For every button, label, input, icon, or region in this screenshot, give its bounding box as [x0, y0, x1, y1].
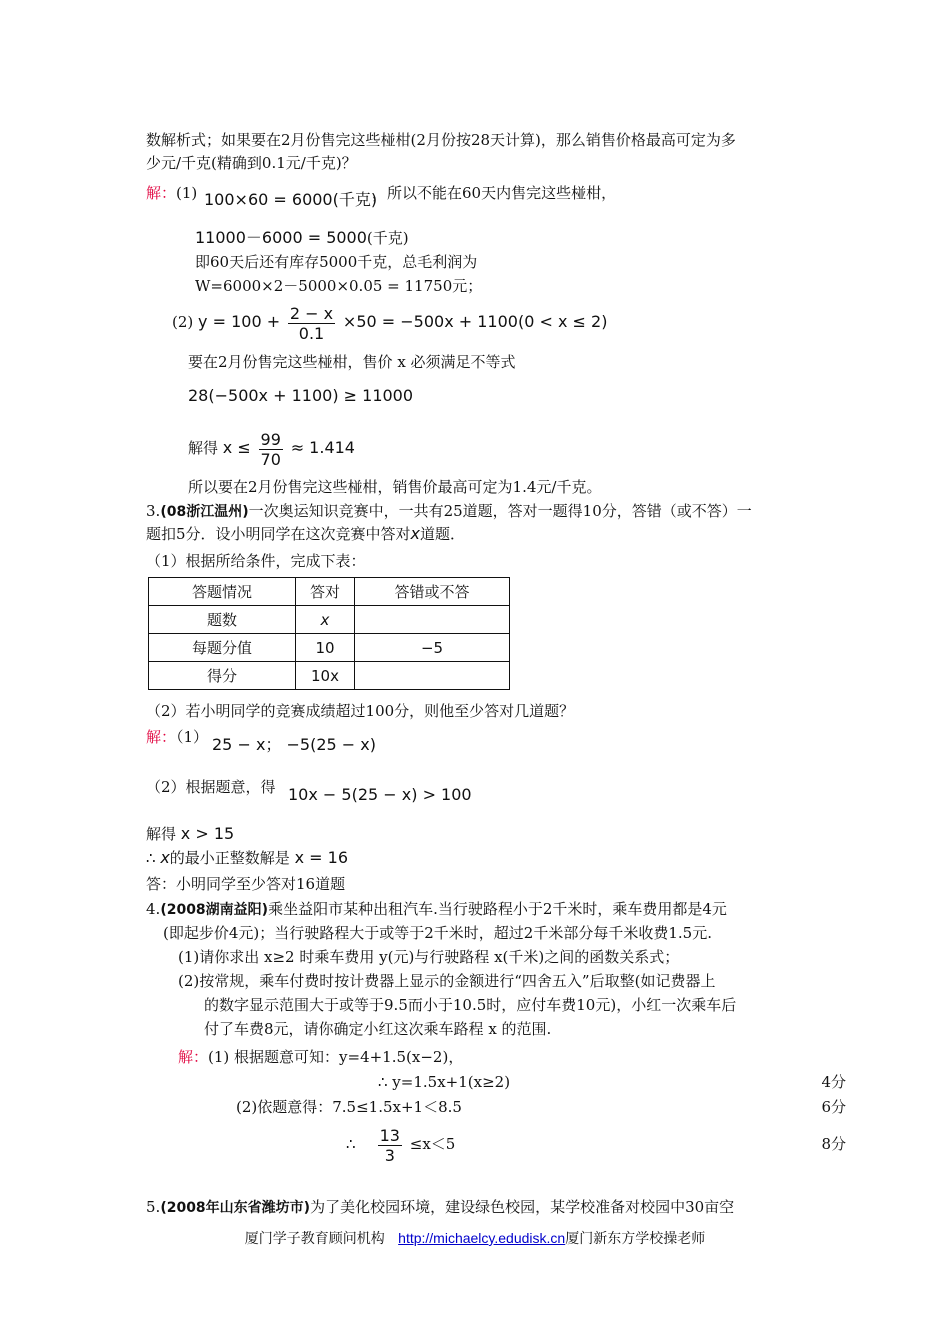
text-line: 所以要在2月份售完这些椪柑，销售价最高可定为1.4元/千克。	[188, 478, 602, 496]
formula-line	[172, 300, 607, 344]
text-line: 答：小明同学至少答对16道题	[146, 875, 346, 893]
text-line: 少元/千克(精确到0.1元/千克)？	[146, 154, 357, 172]
denominator: 70	[260, 449, 281, 469]
text-line: 数解析式；如果要在2月份售完这些椪柑(2月份按28天计算)，那么销售价格最高可定为多	[146, 131, 736, 149]
table-cell	[355, 662, 510, 690]
text-line	[146, 824, 234, 844]
formula-line	[346, 1122, 455, 1166]
question-source: (08浙江温州)	[160, 504, 249, 520]
solution-line: ∴ y=1.5x+1(x≥2)	[378, 1073, 511, 1091]
unit-text: (千克)	[366, 229, 409, 247]
text-line: W=6000×2－5000×0.05 = 11750元；	[195, 277, 483, 295]
sub-question: 付了车费8元，请你确定小红这次乘车路程 x 的范围.	[204, 1020, 552, 1038]
part-label: (1)	[176, 184, 198, 202]
question-line	[146, 1197, 734, 1218]
table-header-row	[149, 578, 510, 606]
table-header: 答对	[296, 578, 355, 606]
sub-question: (2)按常规，乘车付费时按计费器上显示的金额进行“四舍五入”后取整(如记费器上	[178, 972, 716, 990]
solution-label: 解：	[178, 1048, 209, 1066]
table-cell: 题数	[149, 606, 296, 634]
question-text: 为了美化校园环境，建设绿色校园，某学校准备对校园中30亩空	[310, 1198, 735, 1216]
table-row	[149, 662, 510, 690]
solution-label: 解：	[146, 728, 177, 746]
formula-line	[188, 426, 355, 470]
math-expression: 100×60 = 6000(千克)	[204, 190, 378, 209]
question-source: (2008湖南益阳)	[160, 902, 269, 918]
part-label: (2)	[172, 313, 194, 331]
text-line: 要在2月份售完这些椪柑，售价 x 必须满足不等式	[188, 353, 516, 371]
variable: x	[410, 524, 421, 543]
math-expression: x ≤	[222, 438, 251, 457]
therefore-symbol: ∴	[146, 849, 156, 867]
footer-org: 厦门学子教育顾问机构	[244, 1231, 385, 1247]
table-cell: 10x	[296, 662, 355, 690]
table-row	[149, 634, 510, 662]
question-text: 道题．	[420, 525, 466, 543]
table-cell: x	[296, 606, 355, 634]
denominator: 0.1	[298, 323, 325, 343]
math-expression: x > 15	[180, 824, 235, 843]
page-footer	[0, 1228, 950, 1248]
question-line	[146, 899, 727, 920]
math-line	[212, 735, 376, 755]
table-cell	[355, 606, 510, 634]
question-line	[146, 501, 752, 522]
score-label: 8分	[821, 1135, 846, 1153]
text-line: ，所以不能在60天内售完这些椪柑，	[372, 184, 617, 202]
math-expression: x = 16	[294, 848, 348, 867]
math-expression: ≈ 1.414	[290, 438, 355, 457]
sub-question: (1)请你求出 x≥2 时乘车费用 y(元)与行驶路程 x(千米)之间的函数关系式；	[178, 948, 680, 966]
question-text: 一次奥运知识竞赛中，一共有25道题，答对一题得10分，答错（或不答）一	[248, 502, 752, 520]
fraction	[288, 304, 335, 343]
text-line: 即60天后还有库存5000千克，总毛利润为	[195, 253, 478, 271]
solution-line: (2)依题意得：7.5≤1.5x+1＜8.5	[236, 1098, 462, 1116]
table-row	[149, 606, 510, 634]
text-label: 解得	[188, 439, 219, 457]
table-cell: 每题分值	[149, 634, 296, 662]
math-expression: 25 − x	[212, 735, 266, 754]
text-label: 解得	[146, 825, 177, 843]
separator: ；	[265, 735, 282, 754]
solution-text: ≤x＜5	[409, 1135, 456, 1153]
solution-line	[178, 1047, 463, 1067]
math-expression: 11000－6000 = 5000	[195, 228, 367, 247]
question-text: 乘坐益阳市某种出租汽车.当行驶路程小于2千米时，乘车费用都是4元	[268, 900, 727, 918]
solution-label: 解：	[146, 184, 177, 202]
numerator: 99	[260, 429, 281, 449]
table-header: 答错或不答	[355, 578, 510, 606]
text-line	[146, 848, 348, 868]
denominator: 3	[384, 1145, 395, 1165]
footer-teacher: 厦门新东方学校操老师	[565, 1231, 706, 1247]
table-cell: 10	[296, 634, 355, 662]
question-line: (即起步价4元)；当行驶路程大于或等于2千米时，超过2千米部分每千米收费1.5元.	[163, 924, 712, 942]
question-number: 3.	[146, 502, 161, 520]
solution-text: (1) 根据题意可知：y=4+1.5(x−2)，	[208, 1048, 464, 1066]
math-expression: −5(25 − x)	[286, 735, 376, 754]
fraction	[259, 430, 283, 469]
table-header: 答题情况	[149, 578, 296, 606]
question-source: (2008年山东省潍坊市)	[160, 1200, 311, 1216]
answer-table	[148, 577, 510, 690]
question-text: 题扣5分．设小明同学在这次竞赛中答对	[146, 525, 411, 543]
score-label: 4分	[821, 1073, 846, 1091]
math-expression: 28(−500x + 1100) ≥ 11000	[188, 386, 414, 405]
question-number: 5.	[146, 1198, 161, 1216]
variable: x	[160, 848, 170, 867]
sub-question: （1）根据所给条件，完成下表：	[146, 552, 366, 570]
text-line: （2）根据题意，得	[146, 778, 276, 796]
table-cell: 得分	[149, 662, 296, 690]
math-expression: ×50 = −500x + 1100(0 < x ≤ 2)	[342, 312, 608, 331]
fraction	[378, 1126, 402, 1165]
numerator: 13	[379, 1125, 400, 1145]
math-expression: 10x − 5(25 − x) > 100	[288, 785, 472, 804]
table-cell: −5	[355, 634, 510, 662]
solution-line	[146, 183, 197, 203]
part-label: （1）	[176, 728, 209, 746]
numerator: 2 − x	[289, 303, 334, 323]
sub-question: 的数字显示范围大于或等于9.5而小于10.5时，应付车费10元)，小红一次乘车后	[204, 996, 737, 1014]
footer-link[interactable]: http://michaelcy.edudisk.cn	[398, 1230, 566, 1246]
question-line	[146, 524, 465, 544]
therefore-symbol: ∴	[346, 1135, 356, 1153]
solution-line	[146, 727, 208, 747]
score-label: 6分	[821, 1098, 846, 1116]
sub-question: （2）若小明同学的竞赛成绩超过100分，则他至少答对几道题？	[146, 702, 575, 720]
math-expression: y = 100 +	[198, 312, 281, 331]
math-line	[195, 228, 409, 248]
question-number: 4.	[146, 900, 161, 918]
text: 的最小正整数解是	[169, 849, 290, 867]
